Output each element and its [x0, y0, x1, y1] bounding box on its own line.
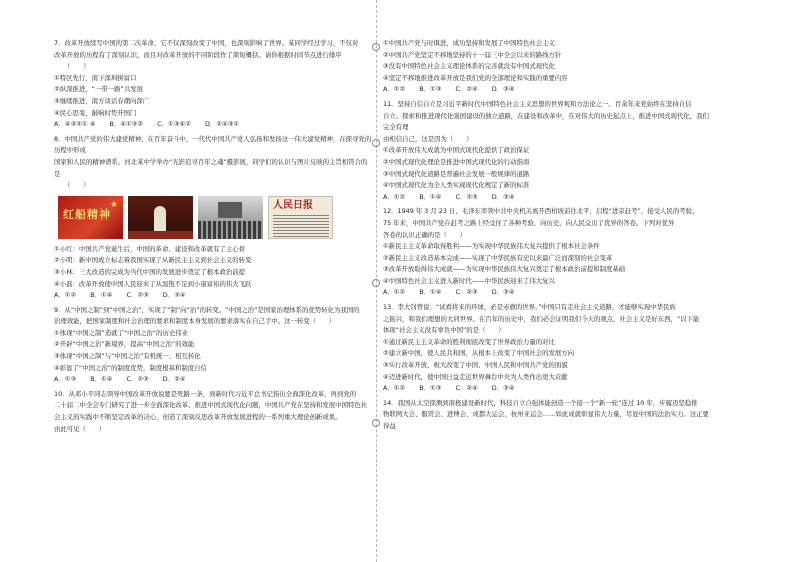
- founding-ceremony-photo: [128, 196, 193, 239]
- answer-choices: [383, 383, 713, 395]
- binding-marker: [371, 42, 381, 52]
- podium-shape: [128, 231, 193, 239]
- question-stem-line: 二十届二中全会专门研究了进一步全面深化改革、推进中国式现代化问题，中国共产党在坚持和发展中国特色社: [54, 401, 368, 410]
- choice-d: D．③④: [491, 384, 515, 393]
- question-stem-line: 物联网大会、服贸会、进博会、成都大运会、杭州亚运会……如此成就彰显伟大力量，尽显中国的法治实力。这正要得益: [383, 410, 709, 430]
- choice-a: A．①②: [383, 85, 406, 94]
- question-stem-line: 由此可见（ ）: [54, 424, 106, 433]
- option-item: ②中国共产党坚定不移地坚持的十一届三中全会以来的路线方针: [383, 50, 562, 59]
- choice-b: B．①④: [419, 192, 442, 201]
- newspaper-text-lines: [273, 215, 329, 237]
- choice-b: B．①④: [90, 375, 113, 384]
- building-shape: [218, 202, 242, 218]
- choice-a: A．④③②① ④: [54, 120, 96, 129]
- answer-bracket: （ ）: [64, 62, 90, 71]
- answer-choices: [383, 192, 713, 204]
- right-column: [383, 38, 713, 436]
- choice-b: B．④①③②: [109, 120, 144, 129]
- question-11: [383, 99, 713, 203]
- option-item: ④民心思变，敲响时势开国门: [54, 108, 137, 117]
- photo-row: [58, 196, 372, 239]
- option-item: ①特区先行，南下深圳拼富口: [54, 73, 137, 82]
- choice-c: C．②③: [126, 375, 149, 384]
- answer-choices: [54, 374, 372, 386]
- option-item: ③实行改革开放，极大改变了中国、中国人民和中国共产党的面貌: [383, 361, 568, 370]
- question-stem-line: 10．从邓小平同志领导中国改革开放说要是死路一条，到新时代习近平总书记指出全面深化改革，再到党的: [54, 389, 357, 398]
- question-stem-line: 12．1949 年 3 月 23 日，毛泽东率领中共中央机关离开西柏坡前往北平，启程“进京赶考”，接受人民的考验。: [383, 207, 699, 216]
- binding-marker: [371, 278, 381, 288]
- red-boat-spirit-photo: [58, 196, 123, 239]
- choice-c: C．②③: [126, 291, 149, 300]
- question-stem-line: 13．李大钊曾说：“试看将来的环球，必是赤旗的世界。”中国只有走社会主义道路，才能够实现中华民族: [383, 303, 676, 312]
- question-12: [383, 206, 713, 299]
- question-stem-line: 8．中国共产党的伟大建党精神，在百年奋斗中，一代代中国共产党人弘扬和发扬这一伟大建党精神，在探寻党的历程中形成: [54, 134, 372, 155]
- answer-choices: [54, 290, 372, 302]
- option-item: ②新民主主义改造基本完成——实现了中华民族有史以来最广泛而深刻的社会变革: [383, 253, 613, 262]
- option-item: ②开辟“中国之治”新境界，提高“中国之治”的效能: [54, 340, 195, 349]
- option-item: ③改革开放取得伟大成就——为实现中华民族伟大复兴奠定了根本政治前提和制度基础: [383, 265, 626, 274]
- question-stem-line: 自立、探索和推进现代化强国建设的独立道路，在建设和改革中，在对伟大的历史起点上，推进中国式现代化，我们完全有理: [383, 111, 709, 132]
- question-stem-line: 75 年来，中国共产党在赶考之路上经受住了各种考验，向历史、向人民交出了优异的答卷。下列对优异: [383, 218, 675, 227]
- question-10: [54, 389, 372, 435]
- left-column: [54, 38, 372, 438]
- option-item: ②小明：新中国成立标志着我国实现了从新民主主义到社会主义的转变: [54, 256, 252, 265]
- choice-a: A．①②: [383, 384, 406, 393]
- question-stem-line: 之振兴，和我们理想的大同世界。在百年的历史中，我们必会证明我们今天的观点，社会主义是好东西，“以下能: [383, 314, 700, 323]
- question-stem-line: 体现“社会主义没有辜负中国”的是（ ）: [383, 326, 505, 335]
- option-item: ④中国特色社会主义进入新时代——中华民族迎来了伟大复兴: [383, 276, 555, 285]
- question-stem-line: 14．我国从太空探测到南极建设新时代，科技自立自强体能创造一个接一个“新一轮”连过 10 年，步履迈坚稳推: [383, 398, 698, 407]
- question-stem-line: 治理效能，把国家制度和社会治理的要求和制度本身发展的要求落实在自己手中。这一转变（ ）: [54, 317, 336, 326]
- question-stem-line: 会主义的实践中不断坚定改革的决心，创造了深刻反思改革开放发展进程的一系列重大理论创新成果。: [54, 413, 342, 422]
- option-item: ④迈进新时代，使中国日益走近世界舞台中央为人类作出更大贡献: [383, 372, 568, 381]
- choice-b: B．①③: [419, 85, 442, 94]
- choice-c: C．②④: [455, 384, 478, 393]
- answer-bracket: （ ）: [64, 181, 90, 190]
- question-8: [54, 134, 372, 302]
- option-item: ①通过新民主主义革命的胜利彻底改变了世界政治力量的对比: [383, 337, 555, 346]
- choice-d: D．③④: [162, 291, 186, 300]
- option-item: ①中国共产党与时俱进，成功坚持和发展了中国特色社会主义: [383, 39, 555, 47]
- question-stem-line: 改革开放的历程有了深刻认识，而且对改革开放的不同阶段作了简短概括。请你根据时间节点进行排序: [54, 50, 342, 59]
- answer-choices: [54, 119, 372, 131]
- binding-marker: [371, 418, 381, 428]
- newspaper-photo: [268, 196, 333, 239]
- choice-b: B．①④: [90, 291, 113, 300]
- photo-caption: 红船精神: [63, 207, 111, 221]
- question-stem-line: 7．改革开放续写中国的第二次革命，它不仅深刻改变了中国，也深刻影响了世界。某同学经过学习，不仅对: [54, 39, 359, 47]
- option-item: ④中国式现代化为全人类实现现代化规定了新的标准: [383, 181, 530, 190]
- choice-a: A．①②: [383, 192, 406, 201]
- option-item: ③中国式现代化道路是普遍社会发展一般规律的道路: [383, 169, 530, 178]
- answer-choices: [383, 84, 713, 96]
- answer-choices: [383, 287, 713, 299]
- option-item: ③继续推进，南方谈话春潮向深广: [54, 96, 150, 105]
- question-stem-line: 国家和人民的精神谱系。河北某中学举办“光影追寻百年之魂”摄影展，同学们的认识与图片反映的主旨相符合的是: [54, 157, 368, 178]
- choice-d: D．②④: [162, 375, 186, 384]
- choice-b: B．①④: [419, 288, 442, 297]
- option-item: ④坚定不移地推进改革开放是我们党的全部理论和实践的重要内容: [383, 73, 568, 82]
- choice-c: C．①③④②: [157, 120, 191, 129]
- choice-a: A．①③: [54, 375, 77, 384]
- question-7: [54, 38, 372, 131]
- question-stem-line: 9．从“中国之制”到“中国之治”，实现了“制”向“治”的转变。“中国之治”是国家治理体系的优势转化为我国的: [54, 305, 360, 314]
- newspaper-masthead: 人民日报: [273, 199, 313, 211]
- option-item: ①体现“中国之制”造就了“中国之治”的历史伟业: [54, 328, 189, 337]
- question-stem-line: 由相信自己，这是因为（ ）: [383, 134, 473, 143]
- question-10-continued: [383, 38, 713, 96]
- choice-b: B．①③: [419, 384, 442, 393]
- choice-d: D．③④: [491, 288, 515, 297]
- question-14: [383, 398, 713, 433]
- option-item: ③小林：三大改造的完成为当代中国的发展进步奠定了根本政治前提: [54, 267, 246, 276]
- option-item: ②中国式现代化理论是推进中国式现代化的行动指南: [383, 157, 530, 166]
- choice-d: D．③④: [491, 192, 515, 201]
- option-item: ④小磊：改革开放使中国人民迎来了从温饱不足到小康富裕的伟大飞跃: [54, 279, 252, 288]
- option-item: ①小红：中国共产党诞生后，中国的革命、建设和改革就有了主心骨: [54, 244, 246, 253]
- choice-a: A．①②: [54, 291, 77, 300]
- star-icon: ★: [109, 199, 118, 210]
- choice-c: C．②③: [455, 288, 478, 297]
- option-item: ②建立新中国，使人民共和国，从根本上改变了中国社会的发展方向: [383, 349, 575, 358]
- question-stem-line: 答卷的认识正确的是（ ）: [383, 230, 467, 239]
- option-item: ①改革开放伟大成就为中国式现代化提供了政治保证: [383, 146, 530, 155]
- choice-c: C．②③: [455, 192, 478, 201]
- choice-a: A．①②: [383, 288, 406, 297]
- binding-marker: [371, 138, 381, 148]
- choice-c: C．②④: [455, 85, 478, 94]
- question-stem-line: 11．坚持自信自立是习近平新时代中国特色社会主义思想的世界观和方法论之一。百余年来党始终在坚持自信: [383, 99, 692, 108]
- crowd-shape: [198, 221, 263, 239]
- option-item: ②纵深推进，“一带一路”共发展: [54, 85, 144, 94]
- question-13: [383, 302, 713, 395]
- option-item: ③没有中国特色社会主义理论体系的完善就没有中国式现代化: [383, 62, 555, 71]
- historic-gathering-photo: [198, 196, 263, 239]
- question-9: [54, 305, 372, 386]
- option-item: ③体现“中国之制”与“中国之治”有机统一、相互转化: [54, 352, 201, 361]
- choice-d: D．③④: [491, 85, 515, 94]
- option-item: ④彰显了“中国之治”的制度优势，制度根基和制度自信: [54, 363, 207, 372]
- choice-d: D．②④③①: [204, 120, 240, 129]
- option-item: ①新民主主义革命取得胜利——为实现中华民族伟大复兴提供了根本社会条件: [383, 242, 600, 251]
